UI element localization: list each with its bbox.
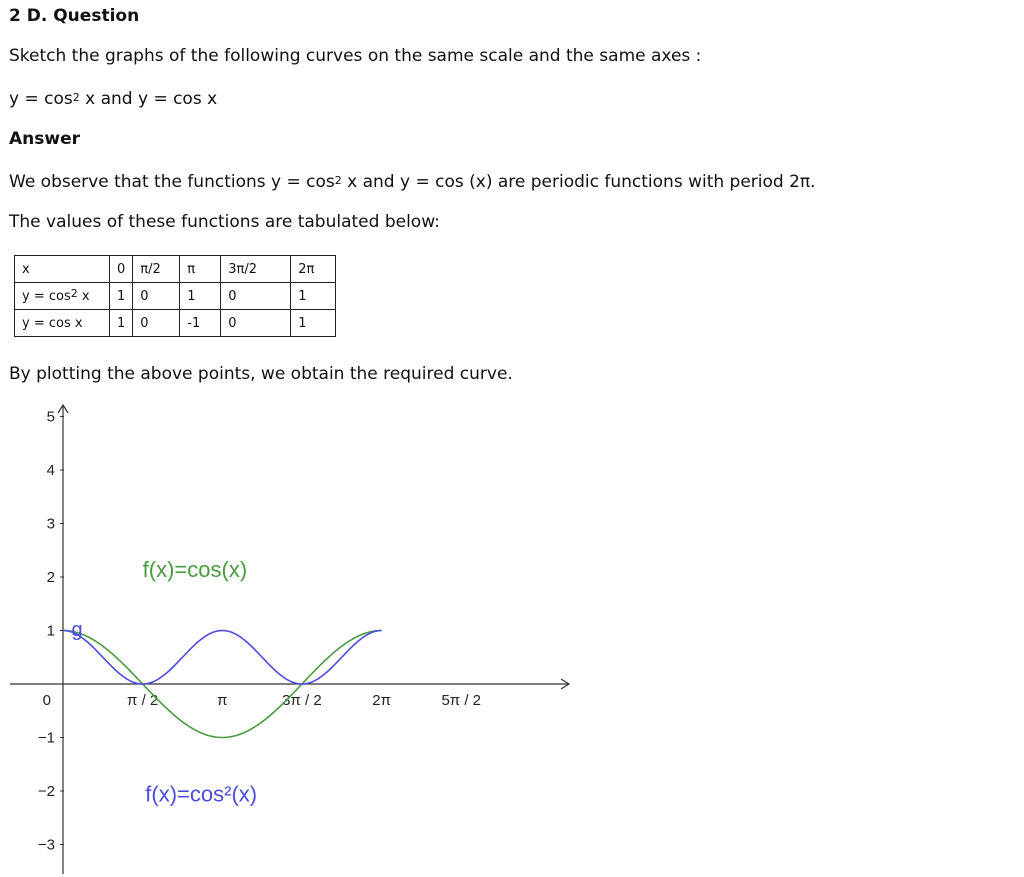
table-cell: 1 [291,310,336,337]
curve-cos2 [63,631,382,685]
table-row-label [15,283,110,310]
question-title: 2 D. Question [9,6,140,26]
x-tick-label: 5π / 2 [441,692,482,709]
table-cell: π/2 [133,256,180,283]
curve-label: f(x)=cos(x) [142,557,248,582]
curve-label-g: g [71,618,83,641]
x-tick-label: 2π [372,692,391,709]
table-cell: 0 [133,283,180,310]
table-cell: 1 [110,283,133,310]
y-tick-label: −2 [37,783,55,800]
curves-exponent: 2 [72,91,80,104]
x-tick-label: 3π / 2 [282,692,322,709]
table-cell: 1 [110,310,133,337]
row1-label-a: y = cos [22,288,71,304]
question-prompt: Sketch the graphs of the following curves on the same scale and the same axes : [9,46,702,66]
table-row [15,310,336,337]
row1-label-b: x [77,288,90,304]
table-header-row [15,256,336,283]
curves-text-b: x and y = cos x [79,89,218,109]
x-tick-label: π / 2 [127,692,159,709]
curve-label: f(x)=cos²(x) [145,781,258,807]
table-row-label: y = cos x [15,310,110,337]
y-tick-label: 2 [46,569,55,586]
values-table [14,255,336,337]
answer-tabulated: The values of these functions are tabulated below: [9,212,440,232]
graph [0,398,600,877]
answer-conclusion: By plotting the above points, we obtain the required curve. [9,364,513,384]
question-curves [9,89,217,109]
table-row [15,283,336,310]
row1-label-exponent: 2 [70,286,78,300]
table-cell: 3π/2 [221,256,291,283]
y-tick-label: −1 [37,729,55,747]
answer-heading: Answer [9,129,80,149]
table-cell: 0 [221,310,291,337]
observation-text-a: We observe that the functions y = cos [9,172,335,192]
origin-label: 0 [42,692,51,709]
x-tick-label: π [217,692,228,709]
observation-text-b: x and y = cos (x) are periodic functions with period 2π. [341,172,816,192]
answer-observation [9,172,816,192]
table-cell: 0 [221,283,291,310]
table-cell: x [15,256,110,283]
table-cell: 0 [110,256,133,283]
table-cell: π [180,256,221,283]
y-tick-label: 1 [46,622,55,640]
y-tick-label: 5 [46,408,55,426]
y-tick-label: 4 [46,462,55,479]
table-cell: 2π [291,256,336,283]
table-cell: 1 [291,283,336,310]
table-cell: 0 [133,310,180,337]
observation-exponent: 2 [334,174,342,187]
table-cell: 1 [180,283,221,310]
table-cell: -1 [180,310,221,337]
y-tick-label: 3 [46,515,55,533]
curves-text-a: y = cos [9,89,73,109]
y-tick-label: −3 [37,836,55,854]
